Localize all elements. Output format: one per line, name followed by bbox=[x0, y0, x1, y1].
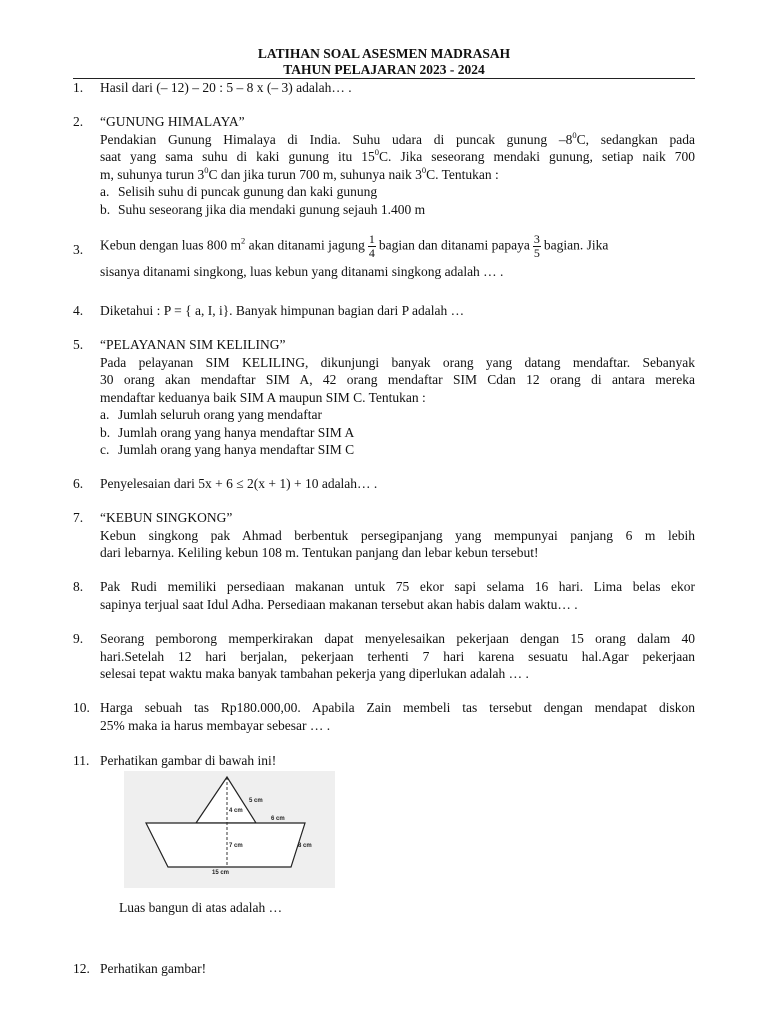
question-text: Perhatikan gambar! bbox=[100, 961, 207, 976]
question-number: 12. bbox=[73, 961, 90, 976]
question-title: “GUNUNG HIMALAYA” bbox=[100, 114, 245, 129]
question-number: 9. bbox=[73, 631, 84, 646]
question-number: 6. bbox=[73, 476, 84, 491]
question-text: Luas bangun di atas adalah … bbox=[119, 900, 283, 915]
question-text-line: saat yang sama suhu di kaki gunung itu $15^0C$. Jika seseorang mendaki gunung, setiap naik 700 bbox=[100, 147, 695, 164]
question-text-line: Pak Rudi memiliki persediaan makanan untuk 75 ekor sapi selama 16 hari. Lima belas ekor bbox=[100, 579, 695, 594]
question-number: 11. bbox=[73, 753, 90, 768]
question-2 bbox=[73, 113, 695, 218]
label-15cm: 15 cm bbox=[212, 870, 230, 876]
question-text-line: m, suhunya turun $3^0C$ dan jika turun 700 m, suhunya naik $3^0C$. Tentukan : bbox=[100, 164, 499, 182]
question-text: Penyelesaian dari 5x + 6 ≤ 2(x + 1) + 10 adalah… . bbox=[100, 476, 378, 491]
question-text: Perhatikan gambar di bawah ini! bbox=[100, 753, 277, 768]
label-6cm: 6 cm bbox=[271, 816, 285, 822]
question-text-line: dari lebarnya. Keliling kebun 108 m. Tentukan panjang dan lebar kebun tersebut! bbox=[100, 545, 539, 560]
question-text-line: selesai tepat waktu maka banyak tambahan pekerja yang diperlukan adalah … . bbox=[100, 666, 529, 681]
question-text: Hasil dari (– 12) – 20 : 5 – 8 x (– 3) adalah… . bbox=[100, 80, 352, 95]
question-3 bbox=[73, 233, 695, 281]
question-number: 2. bbox=[73, 114, 84, 129]
question-12 bbox=[73, 960, 695, 978]
question-1 bbox=[73, 79, 695, 97]
exam-title: LATIHAN SOAL ASESMEN MADRASAH bbox=[257, 46, 511, 61]
boat-shape-diagram bbox=[124, 771, 335, 888]
question-5 bbox=[73, 336, 695, 459]
question-7 bbox=[73, 509, 695, 562]
question-number: 10. bbox=[73, 700, 90, 715]
question-number: 4. bbox=[73, 303, 84, 318]
question-text-line: Pada pelayanan SIM KELILING, dikunjungi banyak orang yang datang mendaftar. Sebanyak bbox=[100, 354, 695, 370]
question-number: 1. bbox=[73, 80, 84, 95]
label-5cm: 5 cm bbox=[249, 798, 263, 804]
question-11 bbox=[73, 752, 695, 770]
question-number: 3. bbox=[73, 242, 84, 257]
question-title: “PELAYANAN SIM KELILING” bbox=[100, 337, 286, 352]
question-title: “KEBUN SINGKONG” bbox=[100, 510, 233, 525]
question-11-prompt bbox=[119, 899, 519, 917]
sub-question-a: a. Jumlah seluruh orang yang mendaftar bbox=[100, 407, 322, 422]
question-number: 8. bbox=[73, 579, 84, 594]
sub-question-b: b. Jumlah orang yang hanya mendaftar SIM A bbox=[100, 424, 355, 440]
question-text-line: 25% maka ia harus membayar sebesar … . bbox=[100, 717, 331, 733]
triangle-sail bbox=[196, 777, 256, 823]
question-text: Diketahui : P = { a, I, i}. Banyak himpunan bagian dari P adalah … bbox=[100, 303, 465, 318]
boat-shape-figure bbox=[124, 771, 335, 888]
question-number: 7. bbox=[73, 510, 84, 525]
sub-question-a: a. Selisih suhu di puncak gunung dan kaki gunung bbox=[100, 184, 378, 199]
question-text-line: mendaftar keduanya baik SIM A maupun SIM C. Tentukan : bbox=[100, 389, 426, 405]
sub-question-b: b. Suhu seseorang jika dia mendaki gunung sejauh 1.400 m bbox=[100, 201, 426, 217]
trapezoid-hull bbox=[146, 823, 305, 867]
question-text-line: 30 orang akan mendaftar SIM A, 42 orang mendaftar SIM Cdan 12 orang di antara mereka bbox=[100, 372, 695, 387]
fraction-three-fifths: $\frac{3}{5}$ bbox=[533, 232, 540, 260]
question-number: 5. bbox=[73, 337, 84, 352]
question-text-line: sapinya terjual saat Idul Adha. Persediaan makanan tersebut akan habis dalam waktu… . bbox=[100, 596, 578, 612]
question-text-line: sisanya ditanami singkong, luas kebun yang ditanami singkong adalah … . bbox=[100, 264, 504, 279]
question-text-line: hari.Setelah 12 hari berjalan, pekerjaan terhenti 7 hari karena sesuatu hal.Agar pekerjaan bbox=[100, 648, 695, 664]
question-6 bbox=[73, 475, 695, 493]
question-9 bbox=[73, 630, 695, 683]
question-text-line: Kebun singkong pak Ahmad berbentuk persegipanjang yang mempunyai panjang 6 m lebih bbox=[100, 527, 695, 543]
sub-question-c: c. Jumlah orang yang hanya mendaftar SIM C bbox=[100, 442, 355, 457]
label-4cm: 4 cm bbox=[229, 808, 243, 814]
label-7cm: 7 cm bbox=[229, 843, 243, 849]
question-text-line: Seorang pemborong memperkirakan dapat menyelesaikan pekerjaan dengan 15 orang dalam 40 bbox=[100, 631, 695, 646]
question-text-line: Pendakian Gunung Himalaya di India. Suhu udara di puncak gunung $-8^0C$, sedangkan pada bbox=[100, 129, 695, 147]
exam-year: TAHUN PELAJARAN 2023 - 2024 bbox=[283, 62, 485, 77]
label-8cm: 8 cm bbox=[298, 843, 312, 849]
question-10 bbox=[73, 699, 695, 734]
fraction-one-quarter: $\frac{1}{4}$ bbox=[368, 232, 375, 260]
question-8 bbox=[73, 578, 695, 613]
question-4 bbox=[73, 302, 695, 320]
question-text-line: Kebun dengan luas 800 $m^2$ akan ditanami jagung $\frac{1}{4}$ bagian dan ditanami papaya $\frac{3}{5}$ bagian. Jika bbox=[100, 232, 609, 260]
question-text-line: Harga sebuah tas Rp180.000,00. Apabila Zain membeli tas tersebut dengan mendapat diskon bbox=[100, 700, 695, 715]
